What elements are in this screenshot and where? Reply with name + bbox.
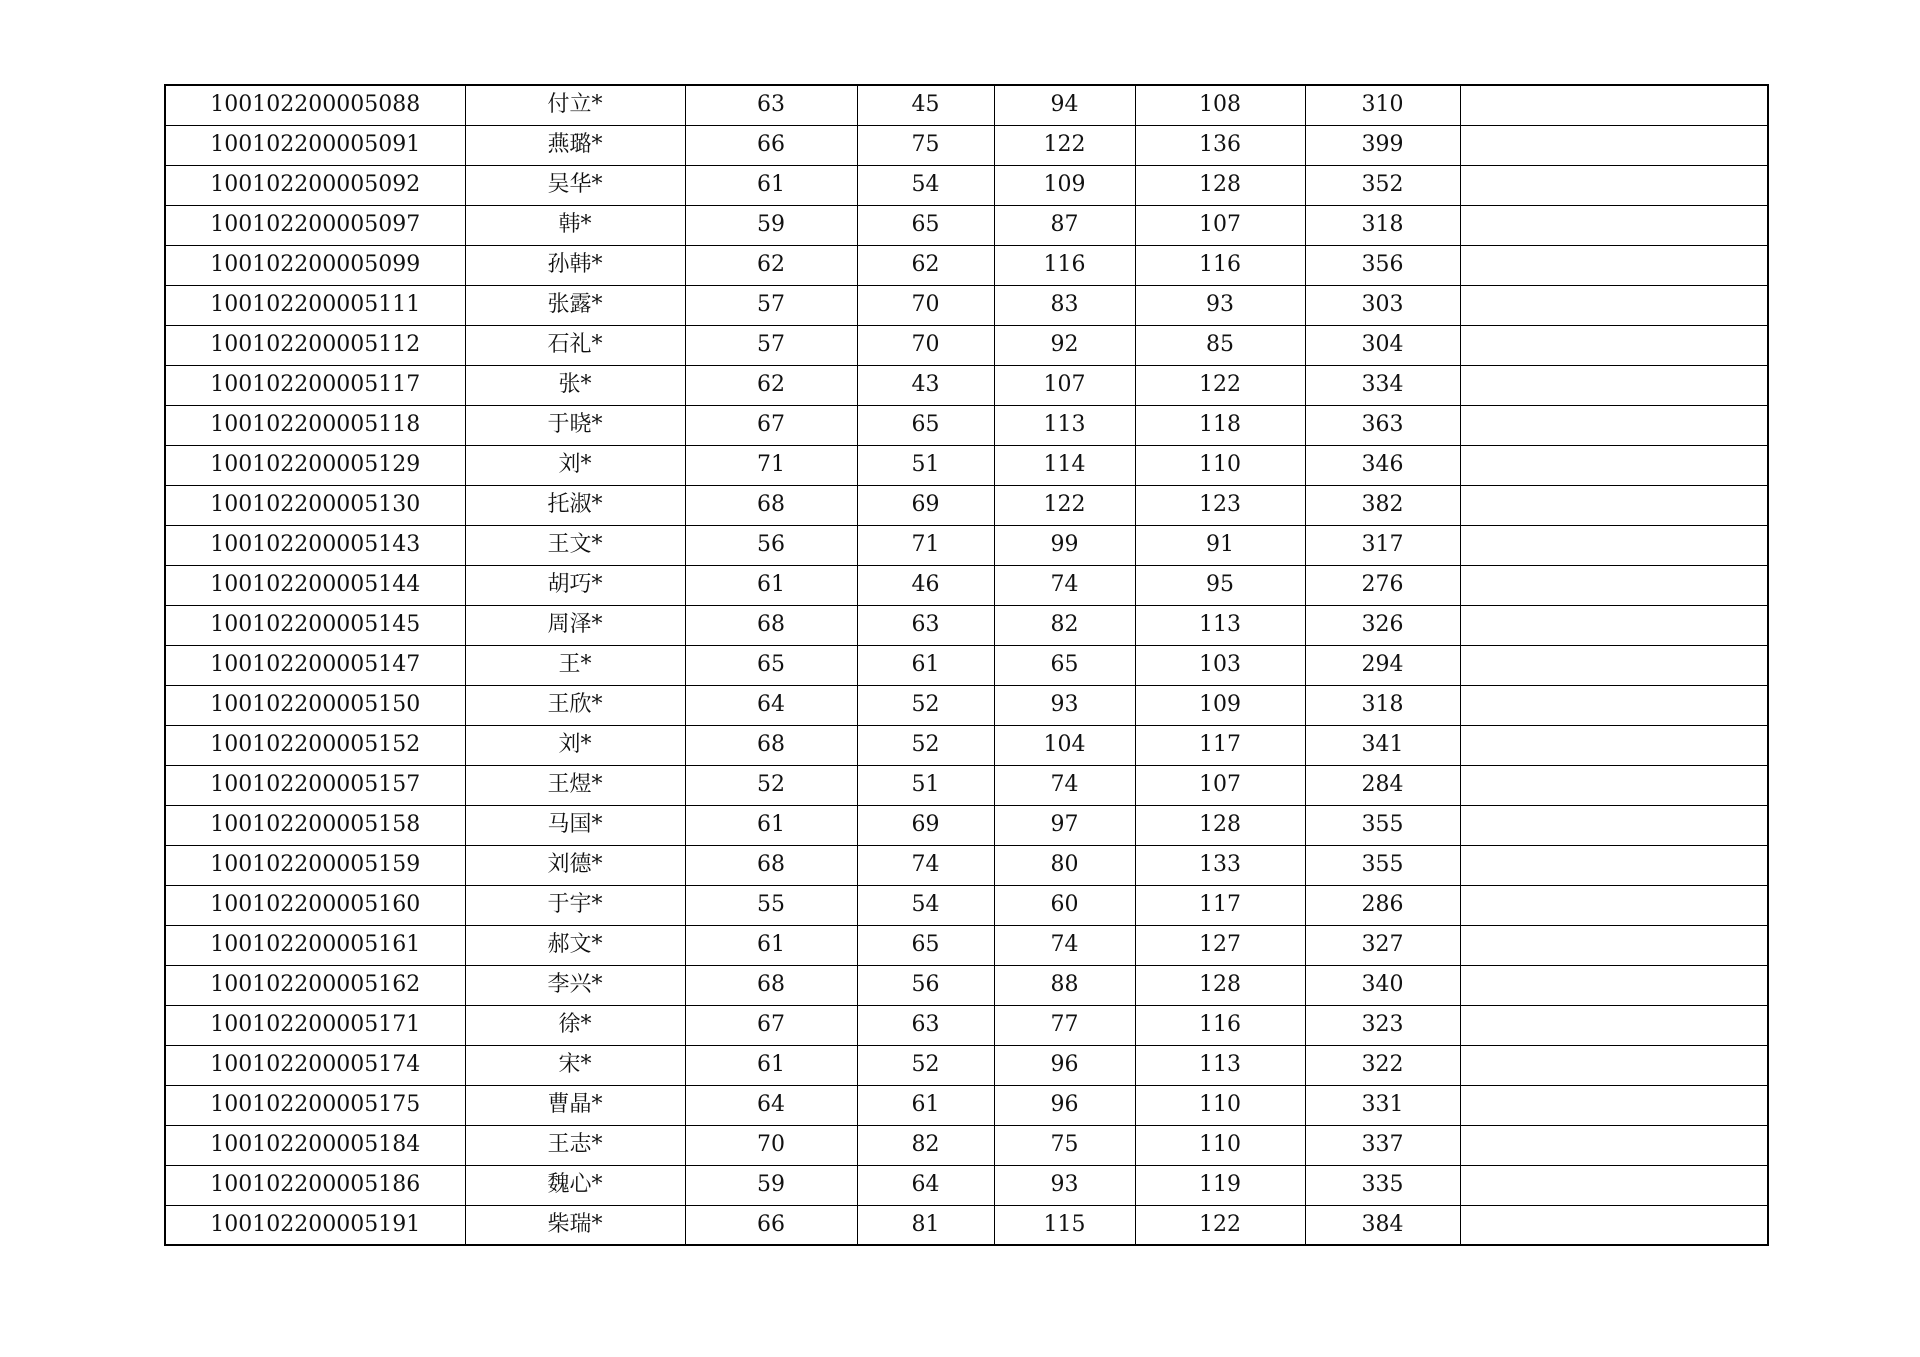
score-1-cell: 56 [685,525,857,565]
name-cell: 韩* [465,205,685,245]
candidate-id-cell: 100102200005117 [165,365,465,405]
total-score-cell: 352 [1305,165,1460,205]
score-3-cell: 122 [994,125,1135,165]
score-4-cell: 123 [1135,485,1305,525]
candidate-id-cell: 100102200005145 [165,605,465,645]
score-1-cell: 62 [685,365,857,405]
name-cell: 徐* [465,1005,685,1045]
name-cell: 胡巧* [465,565,685,605]
name-cell: 王煜* [465,765,685,805]
score-1-cell: 61 [685,565,857,605]
score-1-cell: 61 [685,1045,857,1085]
total-score-cell: 335 [1305,1165,1460,1205]
candidate-id-cell: 100102200005184 [165,1125,465,1165]
score-2-cell: 52 [857,685,994,725]
score-1-cell: 68 [685,965,857,1005]
candidate-id-cell: 100102200005143 [165,525,465,565]
total-score-cell: 318 [1305,685,1460,725]
total-score-cell: 334 [1305,365,1460,405]
name-cell: 刘德* [465,845,685,885]
score-4-cell: 103 [1135,645,1305,685]
score-2-cell: 52 [857,725,994,765]
score-4-cell: 119 [1135,1165,1305,1205]
remark-cell [1460,845,1768,885]
score-3-cell: 107 [994,365,1135,405]
score-3-cell: 93 [994,685,1135,725]
candidate-id-cell: 100102200005186 [165,1165,465,1205]
total-score-cell: 326 [1305,605,1460,645]
score-1-cell: 68 [685,485,857,525]
score-1-cell: 61 [685,165,857,205]
total-score-cell: 310 [1305,85,1460,125]
table-row [165,285,1768,325]
score-4-cell: 109 [1135,685,1305,725]
total-score-cell: 363 [1305,405,1460,445]
score-4-cell: 128 [1135,965,1305,1005]
candidate-id-cell: 100102200005152 [165,725,465,765]
score-4-cell: 117 [1135,885,1305,925]
remark-cell [1460,1085,1768,1125]
total-score-cell: 341 [1305,725,1460,765]
remark-cell [1460,645,1768,685]
candidate-id-cell: 100102200005144 [165,565,465,605]
score-3-cell: 104 [994,725,1135,765]
score-4-cell: 91 [1135,525,1305,565]
score-3-cell: 65 [994,645,1135,685]
candidate-id-cell: 100102200005111 [165,285,465,325]
score-4-cell: 133 [1135,845,1305,885]
remark-cell [1460,485,1768,525]
score-1-cell: 68 [685,845,857,885]
score-1-cell: 57 [685,325,857,365]
score-3-cell: 93 [994,1165,1135,1205]
remark-cell [1460,245,1768,285]
name-cell: 郝文* [465,925,685,965]
remark-cell [1460,525,1768,565]
table-row [165,485,1768,525]
remark-cell [1460,445,1768,485]
score-2-cell: 71 [857,525,994,565]
total-score-cell: 399 [1305,125,1460,165]
score-1-cell: 64 [685,1085,857,1125]
name-cell: 付立* [465,85,685,125]
score-1-cell: 68 [685,605,857,645]
candidate-id-cell: 100102200005092 [165,165,465,205]
remark-cell [1460,125,1768,165]
table-row [165,85,1768,125]
score-2-cell: 64 [857,1165,994,1205]
table-row [165,445,1768,485]
name-cell: 宋* [465,1045,685,1085]
score-1-cell: 68 [685,725,857,765]
score-3-cell: 74 [994,765,1135,805]
score-4-cell: 122 [1135,1205,1305,1245]
candidate-id-cell: 100102200005174 [165,1045,465,1085]
score-2-cell: 63 [857,1005,994,1045]
score-4-cell: 136 [1135,125,1305,165]
score-3-cell: 77 [994,1005,1135,1045]
remark-cell [1460,1045,1768,1085]
score-2-cell: 70 [857,285,994,325]
total-score-cell: 286 [1305,885,1460,925]
remark-cell [1460,365,1768,405]
table-row [165,1005,1768,1045]
score-2-cell: 56 [857,965,994,1005]
remark-cell [1460,885,1768,925]
score-4-cell: 113 [1135,605,1305,645]
score-4-cell: 93 [1135,285,1305,325]
total-score-cell: 382 [1305,485,1460,525]
score-4-cell: 110 [1135,1085,1305,1125]
score-2-cell: 43 [857,365,994,405]
name-cell: 李兴* [465,965,685,1005]
score-1-cell: 71 [685,445,857,485]
candidate-id-cell: 100102200005129 [165,445,465,485]
table-row [165,405,1768,445]
name-cell: 柴瑞* [465,1205,685,1245]
score-2-cell: 54 [857,165,994,205]
candidate-id-cell: 100102200005171 [165,1005,465,1045]
score-3-cell: 109 [994,165,1135,205]
candidate-id-cell: 100102200005088 [165,85,465,125]
table-row [165,765,1768,805]
candidate-id-cell: 100102200005162 [165,965,465,1005]
table-row [165,725,1768,765]
score-1-cell: 64 [685,685,857,725]
name-cell: 托淑* [465,485,685,525]
table-row [165,125,1768,165]
candidate-id-cell: 100102200005147 [165,645,465,685]
score-2-cell: 75 [857,125,994,165]
score-4-cell: 108 [1135,85,1305,125]
score-3-cell: 113 [994,405,1135,445]
score-2-cell: 74 [857,845,994,885]
name-cell: 石礼* [465,325,685,365]
name-cell: 于晓* [465,405,685,445]
score-4-cell: 113 [1135,1045,1305,1085]
score-2-cell: 52 [857,1045,994,1085]
table-row [165,245,1768,285]
score-1-cell: 55 [685,885,857,925]
candidate-id-cell: 100102200005091 [165,125,465,165]
name-cell: 燕璐* [465,125,685,165]
remark-cell [1460,205,1768,245]
score-4-cell: 110 [1135,445,1305,485]
score-1-cell: 57 [685,285,857,325]
total-score-cell: 346 [1305,445,1460,485]
name-cell: 王欣* [465,685,685,725]
table-row [165,1125,1768,1165]
name-cell: 刘* [465,725,685,765]
score-4-cell: 107 [1135,765,1305,805]
score-4-cell: 85 [1135,325,1305,365]
remark-cell [1460,1165,1768,1205]
score-3-cell: 74 [994,565,1135,605]
table-row [165,1165,1768,1205]
total-score-cell: 323 [1305,1005,1460,1045]
remark-cell [1460,965,1768,1005]
candidate-id-cell: 100102200005118 [165,405,465,445]
score-1-cell: 59 [685,205,857,245]
table-row [165,605,1768,645]
candidate-id-cell: 100102200005160 [165,885,465,925]
total-score-cell: 356 [1305,245,1460,285]
score-3-cell: 82 [994,605,1135,645]
score-1-cell: 61 [685,805,857,845]
score-3-cell: 83 [994,285,1135,325]
score-1-cell: 62 [685,245,857,285]
score-3-cell: 96 [994,1085,1135,1125]
table-row [165,965,1768,1005]
score-3-cell: 115 [994,1205,1135,1245]
score-3-cell: 88 [994,965,1135,1005]
score-3-cell: 80 [994,845,1135,885]
score-3-cell: 74 [994,925,1135,965]
name-cell: 张露* [465,285,685,325]
remark-cell [1460,165,1768,205]
name-cell: 马国* [465,805,685,845]
score-2-cell: 61 [857,645,994,685]
score-3-cell: 116 [994,245,1135,285]
total-score-cell: 294 [1305,645,1460,685]
table-row [165,685,1768,725]
candidate-id-cell: 100102200005130 [165,485,465,525]
total-score-cell: 331 [1305,1085,1460,1125]
score-3-cell: 97 [994,805,1135,845]
score-3-cell: 114 [994,445,1135,485]
remark-cell [1460,925,1768,965]
table-row [165,925,1768,965]
remark-cell [1460,1005,1768,1045]
score-3-cell: 60 [994,885,1135,925]
score-2-cell: 65 [857,205,994,245]
score-3-cell: 87 [994,205,1135,245]
name-cell: 刘* [465,445,685,485]
name-cell: 于宇* [465,885,685,925]
score-3-cell: 92 [994,325,1135,365]
candidate-id-cell: 100102200005158 [165,805,465,845]
score-1-cell: 70 [685,1125,857,1165]
score-1-cell: 52 [685,765,857,805]
table-row [165,565,1768,605]
score-1-cell: 61 [685,925,857,965]
total-score-cell: 276 [1305,565,1460,605]
score-3-cell: 94 [994,85,1135,125]
remark-cell [1460,1205,1768,1245]
table-row [165,165,1768,205]
name-cell: 吴华* [465,165,685,205]
candidate-id-cell: 100102200005161 [165,925,465,965]
score-2-cell: 65 [857,405,994,445]
remark-cell [1460,85,1768,125]
candidate-id-cell: 100102200005159 [165,845,465,885]
total-score-cell: 355 [1305,845,1460,885]
score-1-cell: 67 [685,1005,857,1045]
total-score-cell: 303 [1305,285,1460,325]
score-1-cell: 59 [685,1165,857,1205]
score-4-cell: 118 [1135,405,1305,445]
score-3-cell: 75 [994,1125,1135,1165]
table-row [165,325,1768,365]
candidate-id-cell: 100102200005157 [165,765,465,805]
remark-cell [1460,805,1768,845]
score-3-cell: 122 [994,485,1135,525]
remark-cell [1460,565,1768,605]
total-score-cell: 340 [1305,965,1460,1005]
candidate-id-cell: 100102200005150 [165,685,465,725]
remark-cell [1460,765,1768,805]
score-4-cell: 110 [1135,1125,1305,1165]
score-1-cell: 66 [685,125,857,165]
total-score-cell: 317 [1305,525,1460,565]
score-4-cell: 95 [1135,565,1305,605]
score-1-cell: 67 [685,405,857,445]
table-row [165,365,1768,405]
name-cell: 王文* [465,525,685,565]
candidate-id-cell: 100102200005175 [165,1085,465,1125]
candidate-id-cell: 100102200005191 [165,1205,465,1245]
score-4-cell: 116 [1135,245,1305,285]
score-2-cell: 46 [857,565,994,605]
score-4-cell: 128 [1135,165,1305,205]
score-1-cell: 65 [685,645,857,685]
total-score-cell: 384 [1305,1205,1460,1245]
score-table [164,84,1769,1246]
score-2-cell: 45 [857,85,994,125]
total-score-cell: 322 [1305,1045,1460,1085]
score-2-cell: 51 [857,765,994,805]
name-cell: 孙韩* [465,245,685,285]
total-score-cell: 304 [1305,325,1460,365]
score-1-cell: 66 [685,1205,857,1245]
score-2-cell: 65 [857,925,994,965]
candidate-id-cell: 100102200005097 [165,205,465,245]
score-2-cell: 61 [857,1085,994,1125]
remark-cell [1460,605,1768,645]
remark-cell [1460,1125,1768,1165]
name-cell: 张* [465,365,685,405]
candidate-id-cell: 100102200005099 [165,245,465,285]
score-4-cell: 116 [1135,1005,1305,1045]
score-2-cell: 54 [857,885,994,925]
remark-cell [1460,325,1768,365]
score-2-cell: 70 [857,325,994,365]
candidate-id-cell: 100102200005112 [165,325,465,365]
remark-cell [1460,285,1768,325]
table-row [165,885,1768,925]
name-cell: 曹晶* [465,1085,685,1125]
score-2-cell: 81 [857,1205,994,1245]
table-row [165,645,1768,685]
score-4-cell: 107 [1135,205,1305,245]
remark-cell [1460,725,1768,765]
total-score-cell: 284 [1305,765,1460,805]
table-row [165,845,1768,885]
total-score-cell: 327 [1305,925,1460,965]
table-row [165,205,1768,245]
score-2-cell: 82 [857,1125,994,1165]
score-2-cell: 51 [857,445,994,485]
score-3-cell: 99 [994,525,1135,565]
table-row [165,1045,1768,1085]
score-2-cell: 62 [857,245,994,285]
name-cell: 魏心* [465,1165,685,1205]
total-score-cell: 318 [1305,205,1460,245]
score-2-cell: 69 [857,485,994,525]
name-cell: 王志* [465,1125,685,1165]
score-3-cell: 96 [994,1045,1135,1085]
table-row [165,525,1768,565]
score-4-cell: 127 [1135,925,1305,965]
name-cell: 王* [465,645,685,685]
score-table-body [165,85,1768,1245]
table-row [165,1085,1768,1125]
remark-cell [1460,405,1768,445]
table-row [165,1205,1768,1245]
score-4-cell: 117 [1135,725,1305,765]
remark-cell [1460,685,1768,725]
name-cell: 周泽* [465,605,685,645]
total-score-cell: 355 [1305,805,1460,845]
score-4-cell: 122 [1135,365,1305,405]
score-1-cell: 63 [685,85,857,125]
table-row [165,805,1768,845]
score-2-cell: 69 [857,805,994,845]
score-4-cell: 128 [1135,805,1305,845]
score-2-cell: 63 [857,605,994,645]
total-score-cell: 337 [1305,1125,1460,1165]
